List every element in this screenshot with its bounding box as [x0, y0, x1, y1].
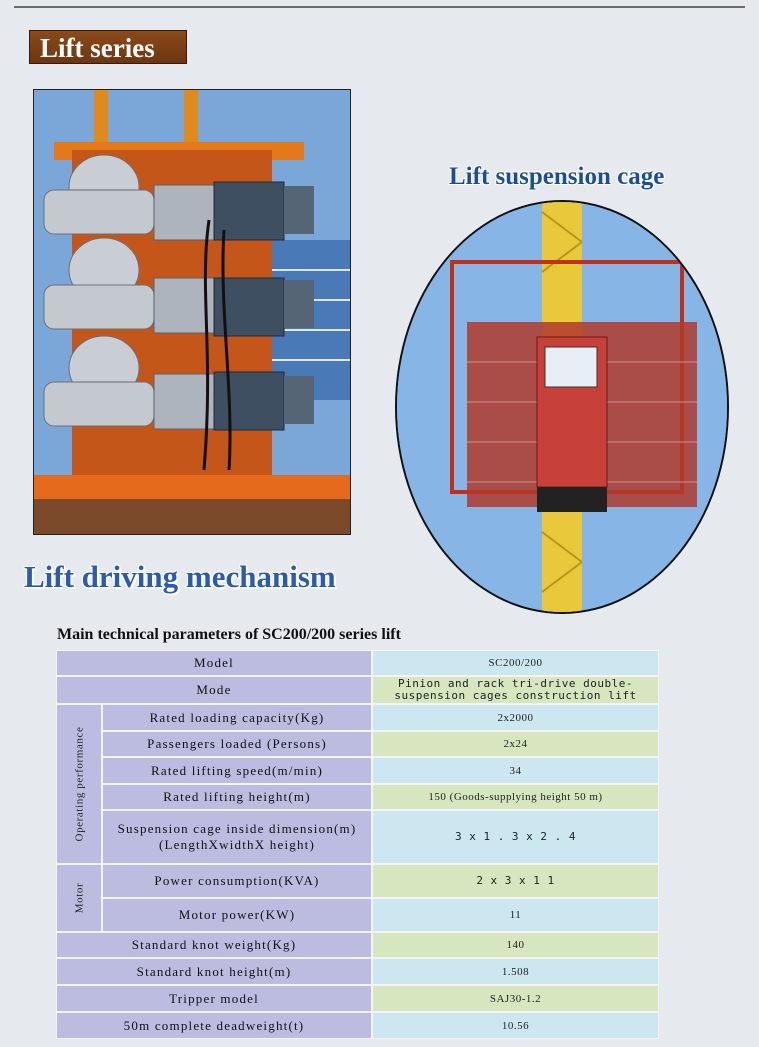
- table-row: [102, 784, 659, 810]
- table-row: [102, 810, 659, 864]
- row-label: Suspension cage inside dimension(m)(LengthXwidthX height): [102, 810, 372, 864]
- row-label: Model: [56, 650, 372, 676]
- table-row: [56, 676, 659, 704]
- cage-photo-caption: Lift suspension cage: [449, 163, 665, 190]
- driving-mechanism-photo: [33, 89, 351, 535]
- suspension-cage-photo: [395, 200, 729, 614]
- row-label: Tripper model: [56, 985, 372, 1012]
- table-row: [102, 898, 659, 932]
- series-title-badge: Lift series: [29, 30, 187, 64]
- group-motor: Motor: [56, 864, 102, 932]
- table-row: [56, 1012, 659, 1039]
- table-row: [102, 757, 659, 784]
- row-label: 50m complete deadweight(t): [56, 1012, 372, 1039]
- row-label: Motor power(KW): [102, 898, 372, 932]
- group-operating-performance: Operating performance: [56, 704, 102, 864]
- row-label: Passengers loaded (Persons): [102, 731, 372, 757]
- table-row: [56, 932, 659, 958]
- row-value: SAJ30-1.2: [372, 985, 659, 1012]
- row-value: 3 x 1 . 3 x 2 . 4: [372, 810, 659, 864]
- mechanism-photo-caption: Lift driving mechanism: [24, 559, 336, 594]
- table-row: [102, 864, 659, 898]
- row-value: 11: [372, 898, 659, 932]
- row-value: SC200/200: [372, 650, 659, 676]
- row-value: 2x24: [372, 731, 659, 757]
- top-rule: [14, 6, 745, 8]
- row-value: 1.508: [372, 958, 659, 985]
- table-row: [56, 985, 659, 1012]
- row-label: Rated loading capacity(Kg): [102, 704, 372, 731]
- table-row: [102, 731, 659, 757]
- row-value: 34: [372, 757, 659, 784]
- row-label: Rated lifting speed(m/min): [102, 757, 372, 784]
- row-value: Pinion and rack tri-drive double-suspension cages construction lift: [372, 676, 659, 704]
- row-label: Power consumption(KVA): [102, 864, 372, 898]
- row-value: 2 x 3 x 1 1: [372, 864, 659, 898]
- row-value: 140: [372, 932, 659, 958]
- row-label: Mode: [56, 676, 372, 704]
- table-row: [56, 958, 659, 985]
- row-label: Rated lifting height(m): [102, 784, 372, 810]
- table-title: Main technical parameters of SC200/200 series lift: [57, 626, 401, 643]
- table-row: [102, 704, 659, 731]
- row-value: 10.56: [372, 1012, 659, 1039]
- table-row: [56, 650, 659, 676]
- row-label: Standard knot height(m): [56, 958, 372, 985]
- row-value: 150 (Goods-supplying height 50 m): [372, 784, 659, 810]
- row-value: 2x2000: [372, 704, 659, 731]
- row-label: Standard knot weight(Kg): [56, 932, 372, 958]
